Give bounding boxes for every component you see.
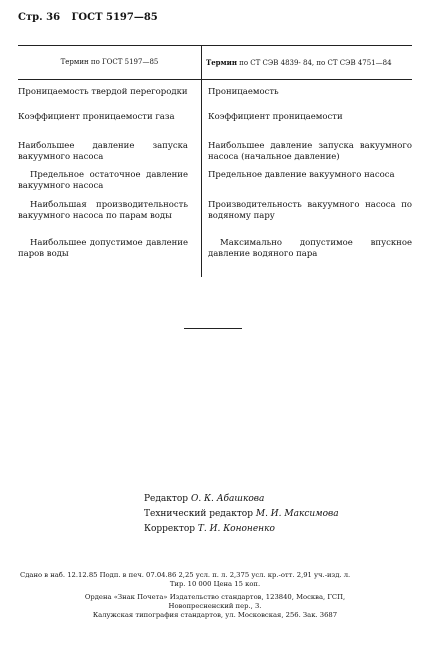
publisher-line-3: Калужская типография стандартов, ул. Московская, 256. Зак. 3687: [92, 611, 338, 619]
term-gost-row-5: Наибольшая производительность вакуумного насоса по парам воды: [18, 200, 188, 221]
term-st-sev-row-6: Максимально допустимое впускное давление водяного пара: [208, 238, 412, 259]
term-st-sev-row-3: Наибольшее давление запуска вакуумного насоса (начальное давление): [208, 141, 412, 162]
imprint-line-2: Тир. 10 000 Цена 15 коп.: [169, 580, 261, 588]
terms-table: [18, 45, 412, 277]
term-gost-row-6: Наибольшее допустимое давление паров воды: [18, 238, 188, 259]
print-imprint: [20, 571, 410, 589]
term-st-sev-row-1: Проницаемость: [208, 87, 279, 97]
table-column-divider: [201, 45, 202, 277]
editor-role: Редактор: [144, 494, 189, 504]
proofreader-role: Корректор: [144, 524, 196, 534]
term-gost-row-3: Наибольшее давление запуска вакуумного насоса: [18, 141, 188, 162]
table-top-rule: [18, 45, 412, 46]
publisher-info: [20, 593, 410, 620]
editor-name: О. К. Абашкова: [190, 494, 265, 504]
table-header-rule: [18, 79, 412, 80]
end-of-text-rule: [184, 328, 242, 329]
term-st-sev-row-5: Производительность вакуумного насоса по водяному пару: [208, 200, 412, 221]
term-gost-row-2: Коэффициент проницаемости газа: [18, 112, 175, 122]
term-st-sev-row-2: Коэффициент проницаемости: [208, 112, 343, 122]
column-header-gost: Термин по ГОСТ 5197—85: [60, 58, 159, 66]
page-header: [18, 12, 158, 23]
page-number: Стр. 36: [18, 12, 61, 23]
tech-editor-line: [144, 507, 339, 522]
proofreader-line: [144, 522, 339, 537]
column-header-st-sev-bold: Термин: [206, 58, 237, 67]
tech-editor-name: М. И. Максимова: [255, 509, 339, 519]
imprint-line-1: Сдано в наб. 12.12.85 Подп. в печ. 07.04.86 2,25 усл. п. л. 2,375 усл. кр.-отт. 2,91 уч.-изд. л.: [20, 571, 351, 579]
proofreader-name: Т. И. Кононенко: [197, 524, 275, 534]
term-st-sev-row-4: Предельное давление вакуумного насоса: [208, 170, 395, 180]
column-header-st-sev: [206, 58, 412, 67]
standard-number: ГОСТ 5197—85: [71, 12, 158, 23]
tech-editor-role: Технический редактор: [144, 509, 253, 519]
term-gost-row-4: Предельное остаточное давление вакуумного насоса: [18, 170, 188, 191]
credits-block: [144, 492, 339, 537]
publisher-line-2: Новопресненский пер., 3.: [168, 602, 262, 610]
publisher-line-1: Ордена «Знак Почета» Издательство стандартов, 123840, Москва, ГСП,: [84, 593, 346, 601]
column-header-st-sev-rest: по СТ СЭВ 4839- 84, по СТ СЭВ 4751—84: [236, 59, 392, 67]
editor-line: [144, 492, 339, 507]
term-gost-row-1: Проницаемость твердой перегородки: [18, 87, 188, 97]
